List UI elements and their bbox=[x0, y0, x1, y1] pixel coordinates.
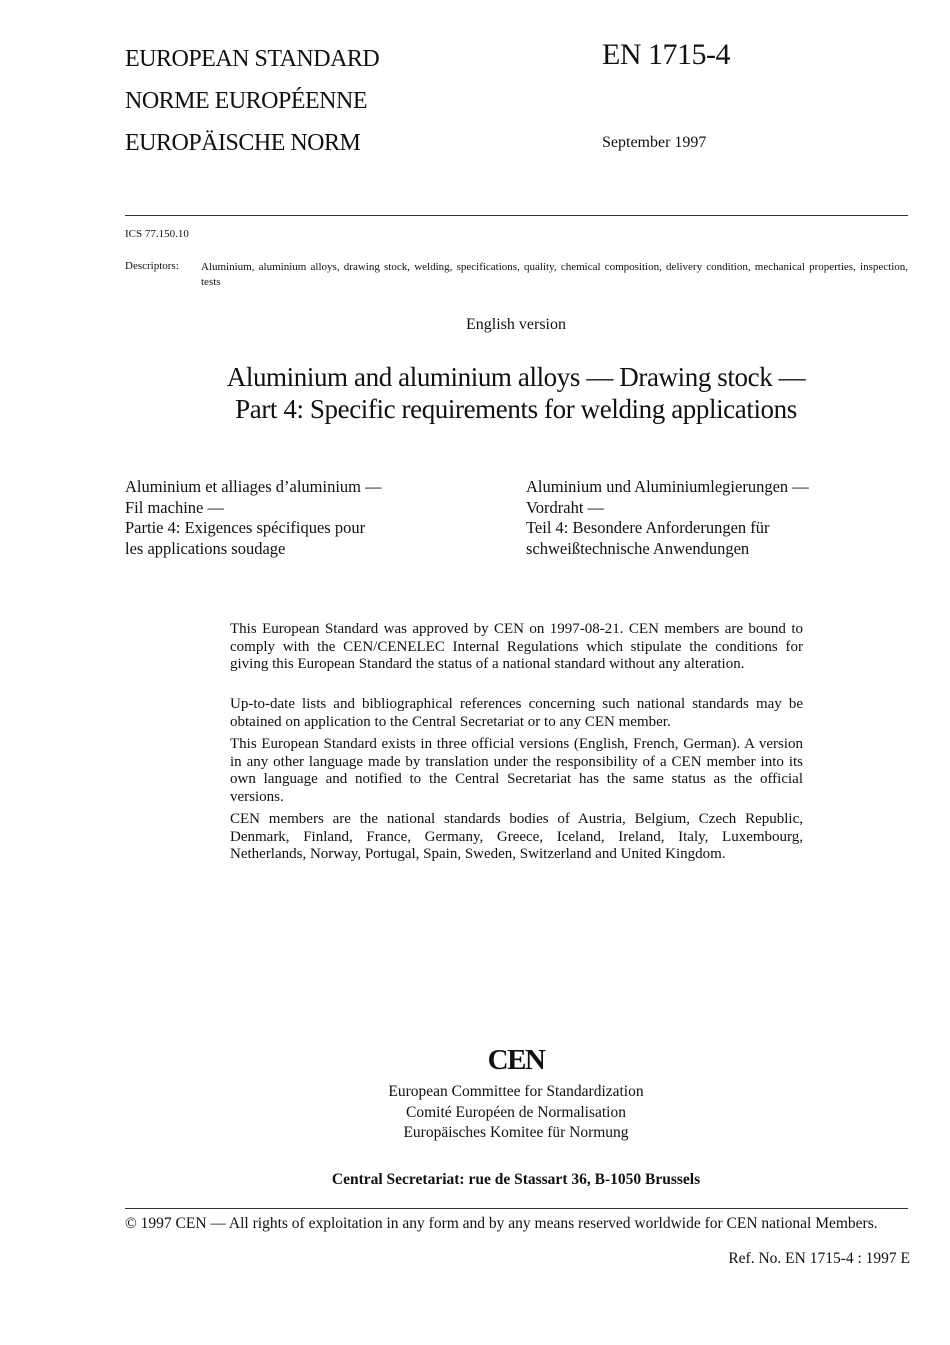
references-paragraph: Up-to-date lists and bibliographical references concerning such national standards may be obtained on application to the Central Secretariat or to any CEN member. bbox=[230, 696, 803, 730]
standard-name-german: EUROPÄISCHE NORM bbox=[125, 130, 361, 156]
french-title-line: Aluminium et alliages d’aluminium — bbox=[125, 477, 382, 496]
committee-name-french: Comité Européen de Normalisation bbox=[406, 1104, 626, 1121]
german-title-line: Aluminium und Aluminiumlegierungen — bbox=[526, 477, 809, 496]
header-divider bbox=[125, 215, 908, 216]
language-version: English version bbox=[466, 316, 566, 333]
german-title-line: schweißtechnische Anwendungen bbox=[526, 538, 750, 558]
french-title bbox=[125, 477, 382, 559]
descriptors-label: Descriptors: bbox=[125, 260, 179, 272]
central-secretariat-address: Central Secretariat: rue de Stassart 36, B-1050 Brussels bbox=[331, 1171, 701, 1188]
versions-paragraph: This European Standard exists in three official versions (English, French, German). A version in any other language made by translation under the responsibility of a CEN member into its own language and notified to the Central Secretariat has the same status as the official versions. bbox=[230, 736, 803, 805]
standard-name-english: EUROPEAN STANDARD bbox=[125, 46, 380, 72]
german-title-line: Teil 4: Besondere Anforderungen für bbox=[526, 518, 770, 537]
french-title-line: les applications soudage bbox=[125, 538, 286, 558]
committee-name-english: European Committee for Standardization bbox=[388, 1083, 644, 1100]
reference-number: Ref. No. EN 1715-4 : 1997 E bbox=[728, 1250, 910, 1267]
footer-divider bbox=[125, 1208, 908, 1209]
french-title-line: Partie 4: Exigences spécifiques pour bbox=[125, 518, 366, 537]
german-title bbox=[526, 477, 809, 559]
cen-logo: CEN bbox=[487, 1044, 545, 1076]
publication-date: September 1997 bbox=[602, 134, 707, 151]
standard-name-french: NORME EUROPÉENNE bbox=[125, 88, 367, 114]
document-title-line-1: Aluminium and aluminium alloys — Drawing stock — bbox=[226, 362, 806, 392]
descriptors-text: Aluminium, aluminium alloys, drawing stock, welding, specifications, quality, chemical composition, delivery condition, mechanical properties, inspection, tests bbox=[201, 261, 908, 288]
ics-code: ICS 77.150.10 bbox=[125, 228, 189, 240]
copyright-notice: © 1997 CEN — All rights of exploitation in any form and by any means reserved worldwide for CEN national Members. bbox=[125, 1215, 878, 1232]
standard-number: EN 1715-4 bbox=[602, 38, 730, 71]
german-title-line: Vordraht — bbox=[526, 497, 605, 517]
members-paragraph: CEN members are the national standards bodies of Austria, Belgium, Czech Republic, Denmark, Finland, France, Germany, Greece, Iceland, Ireland, Italy, Luxembourg, Netherlands, Norway, Portugal, Spain, Sweden, Switzerland and United Kingdom. bbox=[230, 811, 803, 863]
committee-name-german: Europäisches Komitee für Normung bbox=[403, 1124, 629, 1141]
french-title-line: Fil machine — bbox=[125, 497, 224, 517]
approval-paragraph: This European Standard was approved by CEN on 1997-08-21. CEN members are bound to comply with the CEN/CENELEC Internal Regulations which stipulate the conditions for giving this European Standard the status of a national standard without any alteration. bbox=[230, 621, 803, 673]
document-title-line-2: Part 4: Specific requirements for welding applications bbox=[235, 394, 797, 424]
